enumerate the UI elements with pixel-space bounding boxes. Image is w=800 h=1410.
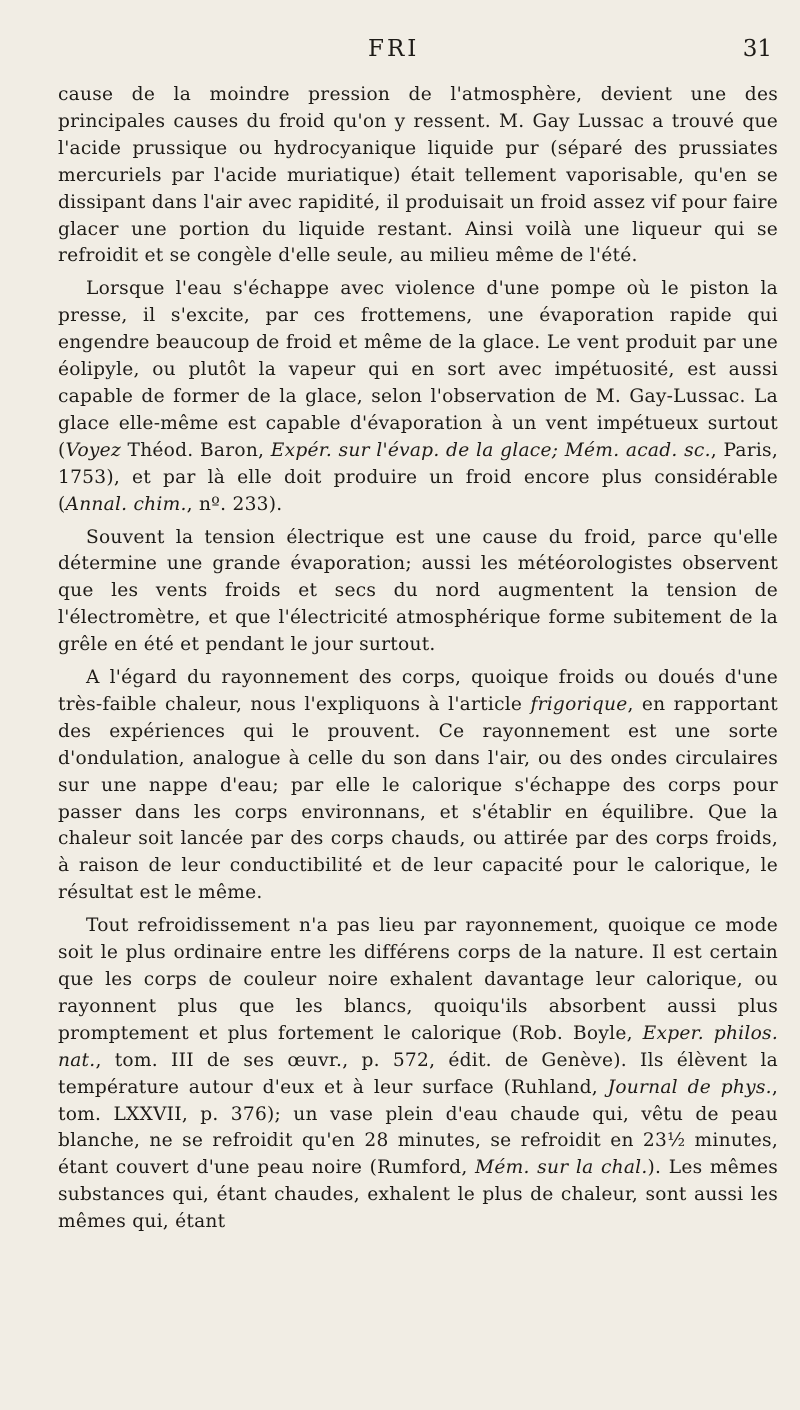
paragraph: [58, 665, 778, 907]
text-run: Souvent la tension électrique est une cause du froid, parce qu'elle détermine une grande évaporation; aussi les météorologistes observent que les vents froids et secs du nord augmentent la tension de l'électromètre, et que l'électricité atmosphérique forme subitement de la grêle en été et pendant le jour surtout.: [58, 526, 778, 656]
page-number: 31: [742, 36, 772, 62]
text-run: Tout refroidissement n'a pas lieu par rayonnement, quoique ce mode soit le plus ordinaire entre les différens corps de la nature. Il est certain que les corps de couleur noire exhalent davantage leur calorique, ou rayonnent plus que les blancs, quoiqu'ils absorbent aussi plus promptement et plus fortement le calorique (Rob. Boyle,: [58, 915, 778, 1044]
text-run: , tom. III de ses œuvr., p. 572, édit. de Genève). Ils élèvent la température autour d'eux et à leur surface (Ruhland,: [58, 1049, 778, 1098]
italic-citation: Mém. sur la chal.: [475, 1157, 648, 1179]
paragraph: [58, 913, 778, 1236]
paragraph: [58, 525, 778, 660]
italic-citation: Expér. sur l'évap. de la glace; Mém. acad. sc.: [270, 439, 711, 461]
text-run: , Paris, 1753), et par là elle doit produire un froid encore plus considérable (: [58, 439, 778, 515]
text-run: , en rapportant des expériences qui le prouvent. Ce rayonnement est une sorte d'ondulation, analogue à celle du son dans l'air, ou des ondes circulaires sur une nappe d'eau; par elle le calorique s'échappe des corps pour passer dans les corps environnans, et s'établir en équilibre. Que la chaleur soit lancée par des corps chauds, ou attirée par des corps froids, à raison de leur conductibilité et de leur capacité pour le calorique, le résultat est le même.: [58, 693, 779, 904]
running-head: [58, 36, 778, 82]
paragraph: [58, 82, 778, 270]
text-run: Lorsque l'eau s'échappe avec violence d'une pompe où le piston la presse, il s'excite, par ces frottemens, une évaporation rapide qui engendre beaucoup de froid et même de la glace. Le vent produit par une éolipyle, ou plutôt la vapeur qui en sort avec impétuosité, est aussi capable de former de la glace, selon l'observation de M. Gay-Lussac. La glace elle-même est capable d'évaporation à un vent impétueux surtout (: [58, 278, 778, 461]
paragraph: [58, 276, 778, 518]
italic-citation: frigorique: [530, 693, 628, 715]
text-run: Théod. Baron,: [121, 439, 271, 461]
text-run: , nº. 233).: [186, 493, 283, 515]
running-head-title: FRI: [368, 36, 420, 62]
italic-citation: Voyez: [65, 439, 121, 461]
text-run: A l'égard du rayonnement des corps, quoique froids ou doués d'une très-faible chaleur, nous l'expliquons à l'article: [58, 667, 778, 715]
italic-citation: Exper. philos. nat.: [58, 1022, 778, 1071]
body-text: [58, 82, 778, 1236]
text-run: cause de la moindre pression de l'atmosphère, devient une des principales causes du froid qu'on y ressent. M. Gay Lussac a trouvé que l'acide prussique ou hydrocyanique liquide pur (séparé des prussiates mercuriels par l'acide muriatique) était tellement vaporisable, qu'en se dissipant dans l'air avec rapidité, il produisait un froid assez vif pour faire glacer une portion du liquide restant. Ainsi voilà une liqueur qui se refroidit et se congèle d'elle seule, au milieu même de l'été.: [58, 84, 778, 267]
text-run: , tom. LXXVII, p. 376); un vase plein d'eau chaude qui, vêtu de peau blanche, ne se refroidit qu'en 28 minutes, se refroidit en 23½ minutes, étant couvert d'une peau noire (Rumford,: [58, 1076, 778, 1179]
text-run: ). Les mêmes substances qui, étant chaudes, exhalent le plus de chaleur, sont aussi les mêmes qui, étant: [58, 1157, 778, 1233]
italic-citation: Journal de phys.: [607, 1076, 772, 1098]
italic-citation: Annal. chim.: [65, 493, 187, 515]
